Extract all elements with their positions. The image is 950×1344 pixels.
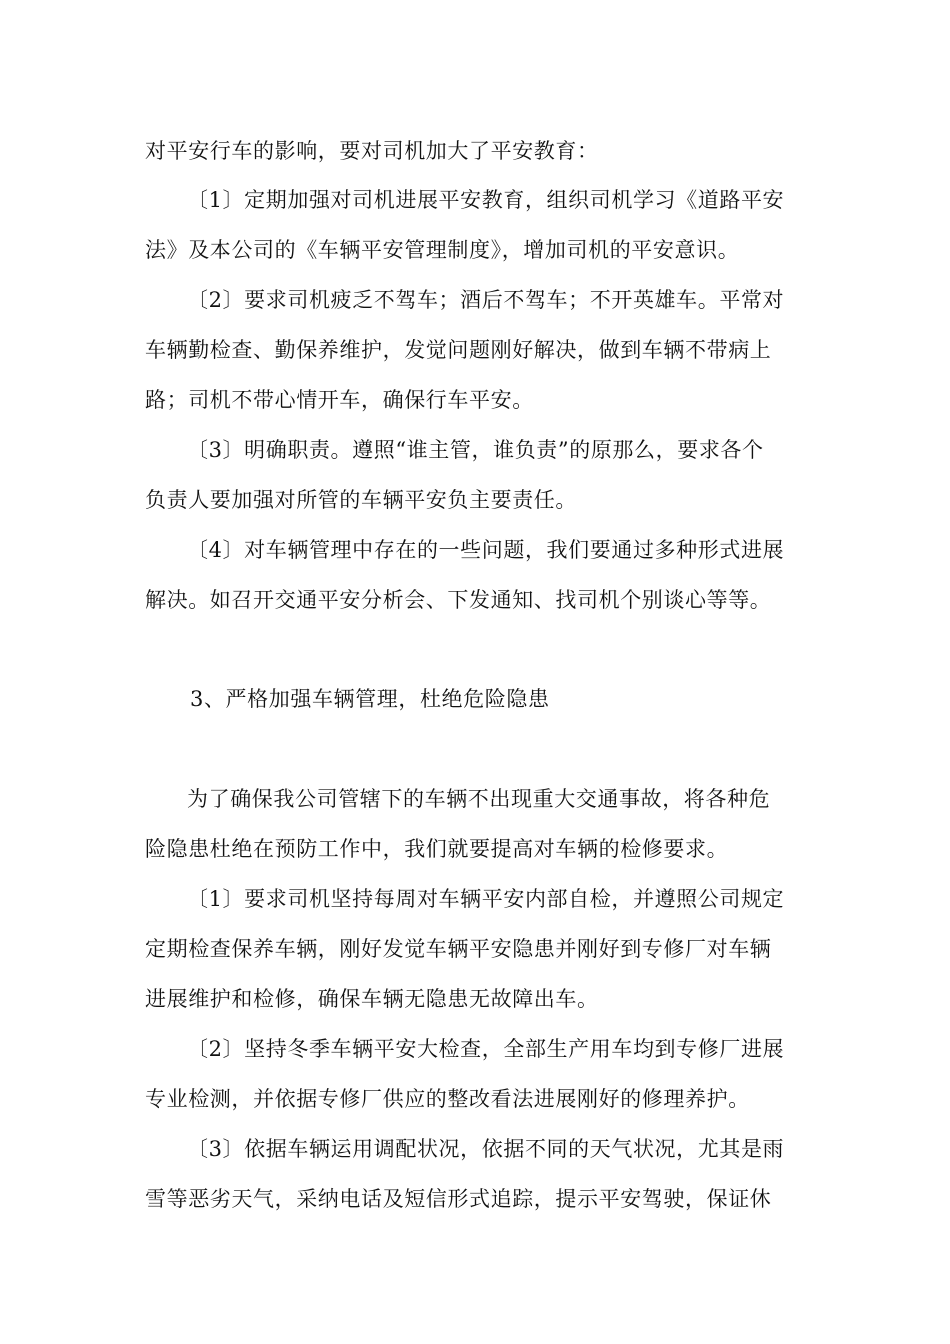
paragraph-line: 〔4〕对车辆管理中存在的一些问题，我们要通过多种形式进展 bbox=[187, 538, 785, 562]
paragraph-line: 解决。如召开交通平安分析会、下发通知、找司机个别谈心等等。 bbox=[145, 588, 772, 612]
paragraph-line: 法》及本公司的《车辆平安管理制度》，增加司机的平安意识。 bbox=[145, 238, 740, 262]
paragraph-line: 〔2〕要求司机疲乏不驾车；酒后不驾车；不开英雄车。平常对 bbox=[187, 288, 785, 312]
paragraph-line: 负责人要加强对所管的车辆平安负主要责任。 bbox=[145, 488, 577, 512]
paragraph-line: 定期检查保养车辆，刚好发觉车辆平安隐患并刚好到专修厂对车辆 bbox=[145, 937, 772, 961]
paragraph-line: 专业检测，并依据专修厂供应的整改看法进展刚好的修理养护。 bbox=[145, 1087, 750, 1111]
paragraph-line: 〔2〕坚持冬季车辆平安大检查，全部生产用车均到专修厂进展 bbox=[187, 1037, 785, 1061]
paragraph-line: 险隐患杜绝在预防工作中，我们就要提高对车辆的检修要求。 bbox=[145, 837, 729, 861]
paragraph-line: 〔1〕定期加强对司机进展平安教育，组织司机学习《道路平安 bbox=[187, 188, 785, 212]
paragraph-line: 车辆勤检查、勤保养维护，发觉问题刚好解决，做到车辆不带病上 bbox=[145, 338, 772, 362]
section-heading: 3、严格加强车辆管理，杜绝危险隐患 bbox=[190, 687, 550, 711]
paragraph-line: 〔1〕要求司机坚持每周对车辆平安内部自检，并遵照公司规定 bbox=[187, 887, 785, 911]
paragraph-line: 进展维护和检修，确保车辆无隐患无故障出车。 bbox=[145, 987, 599, 1011]
paragraph-line: 雪等恶劣天气，采纳电话及短信形式追踪，提示平安驾驶，保证休 bbox=[145, 1187, 772, 1211]
paragraph-line: 为了确保我公司管辖下的车辆不出现重大交通事故，将各种危 bbox=[187, 787, 771, 811]
paragraph-line: 〔3〕明确职责。遵照“谁主管，谁负责”的原那么，要求各个 bbox=[187, 438, 764, 462]
paragraph-line: 〔3〕依据车辆运用调配状况，依据不同的天气状况，尤其是雨 bbox=[187, 1137, 785, 1161]
paragraph-line: 对平安行车的影响，要对司机加大了平安教育： bbox=[145, 139, 599, 163]
paragraph-line: 路；司机不带心情开车，确保行车平安。 bbox=[145, 388, 534, 412]
